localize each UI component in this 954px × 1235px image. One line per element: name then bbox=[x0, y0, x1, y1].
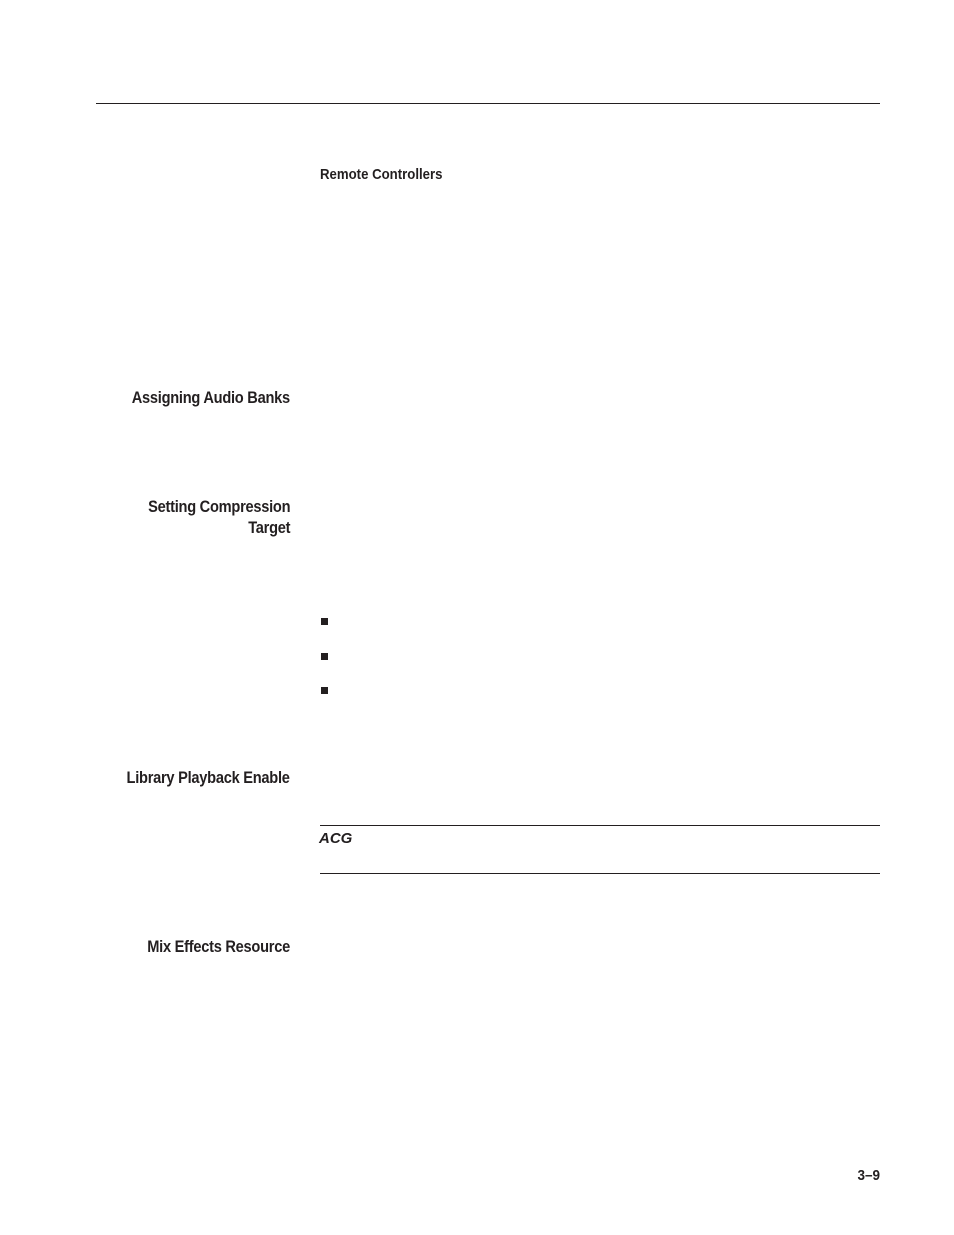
heading-remote-controllers: Remote Controllers bbox=[320, 166, 443, 183]
heading-setting-compression-target bbox=[148, 496, 290, 538]
square-bullet-icon bbox=[321, 618, 328, 625]
heading-setting-compression-line1: Setting Compression bbox=[147, 497, 290, 516]
square-bullet-icon bbox=[321, 687, 328, 694]
header-rule bbox=[96, 103, 880, 104]
heading-library-playback-enable: Library Playback Enable bbox=[126, 768, 290, 787]
note-label: ACG bbox=[319, 830, 353, 847]
note-rule-top bbox=[320, 825, 880, 826]
square-bullet-icon bbox=[321, 653, 328, 660]
heading-assigning-audio-banks: Assigning Audio Banks bbox=[131, 388, 290, 407]
heading-mix-effects-resource: Mix Effects Resource bbox=[147, 937, 290, 956]
page-number: 3–9 bbox=[857, 1167, 880, 1184]
note-rule-bottom bbox=[320, 873, 880, 874]
heading-setting-compression-line2: Target bbox=[247, 518, 290, 537]
